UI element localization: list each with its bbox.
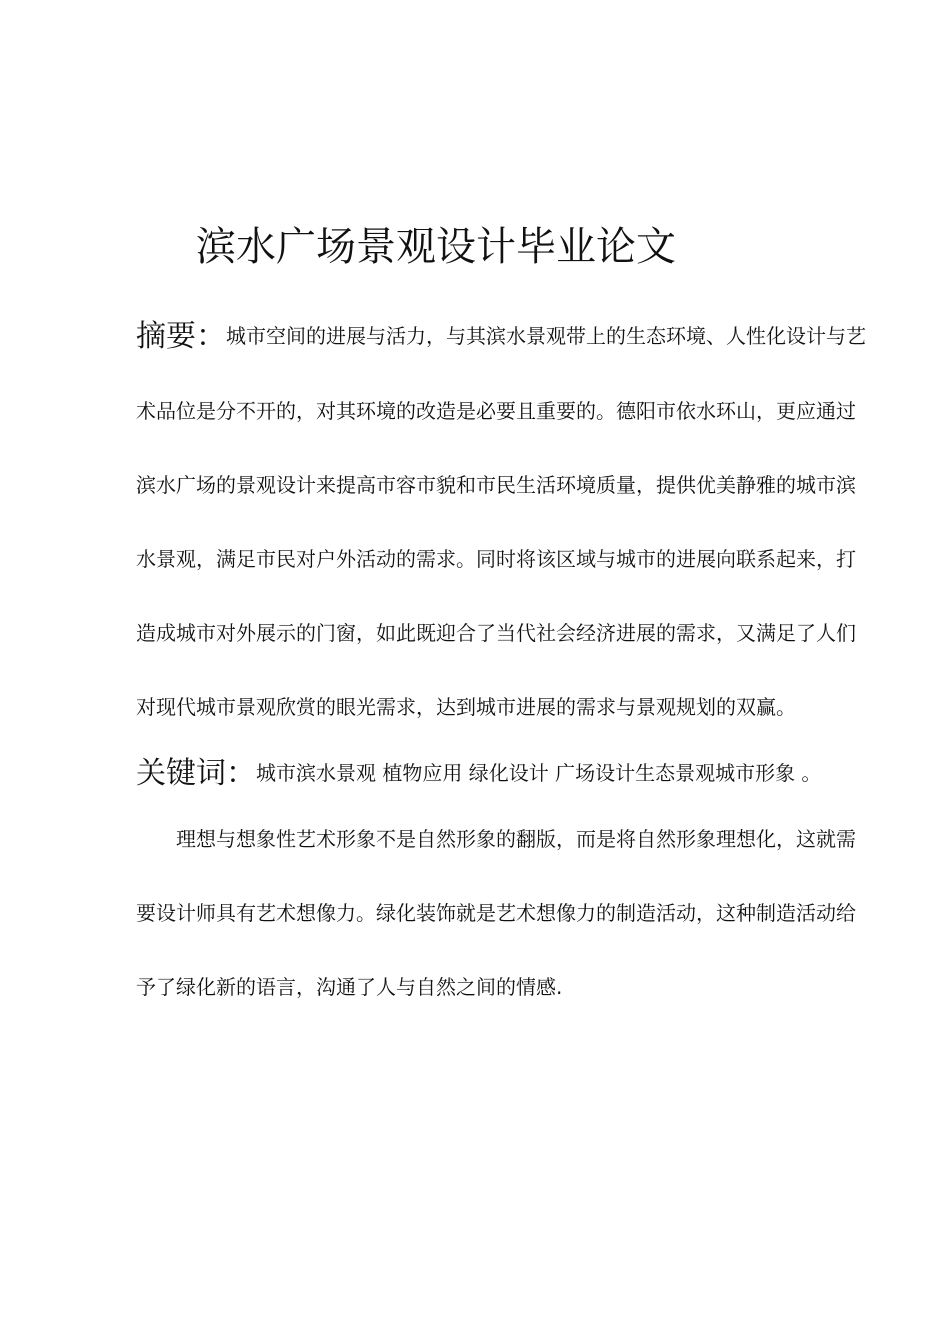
- keywords-label: 关键词：: [136, 756, 256, 791]
- abstract-line-3: 滨水广场的景观设计来提高市容市貌和市民生活环境质量，提供优美静雅的城市滨: [136, 473, 856, 497]
- body-line-3: 予了绿化新的语言，沟通了人与自然之间的情感.: [136, 975, 563, 999]
- body-line-1: 理想与想象性艺术形象不是自然形象的翻版，而是将自然形象理想化，这就需: [176, 827, 856, 851]
- document-title: 滨水广场景观设计毕业论文: [196, 224, 676, 270]
- abstract-line-4: 水景观，满足市民对户外活动的需求。同时将该区域与城市的进展向联系起来，打: [136, 547, 856, 571]
- abstract-line-2: 术品位是分不开的，对其环境的改造是必要且重要的。德阳市依水环山，更应通过: [136, 399, 856, 423]
- abstract-line-6: 对现代城市景观欣赏的眼光需求，达到城市进展的需求与景观规划的双赢。: [136, 695, 796, 719]
- keywords-text: 城市滨水景观 植物应用 绿化设计 广场设计生态景观城市形象 。: [256, 761, 822, 785]
- abstract-text: 城市空间的进展与活力，与其滨水景观带上的生态环境、人性化设计与艺: [226, 324, 866, 348]
- abstract-label: 摘要：: [136, 319, 226, 354]
- abstract-line-1: [136, 319, 866, 355]
- body-line-2: 要设计师具有艺术想像力。绿化装饰就是艺术想像力的制造活动，这种制造活动给: [136, 901, 856, 925]
- abstract-line-5: 造成城市对外展示的门窗，如此既迎合了当代社会经济进展的需求，又满足了人们: [136, 621, 856, 645]
- keywords-line: [136, 756, 836, 792]
